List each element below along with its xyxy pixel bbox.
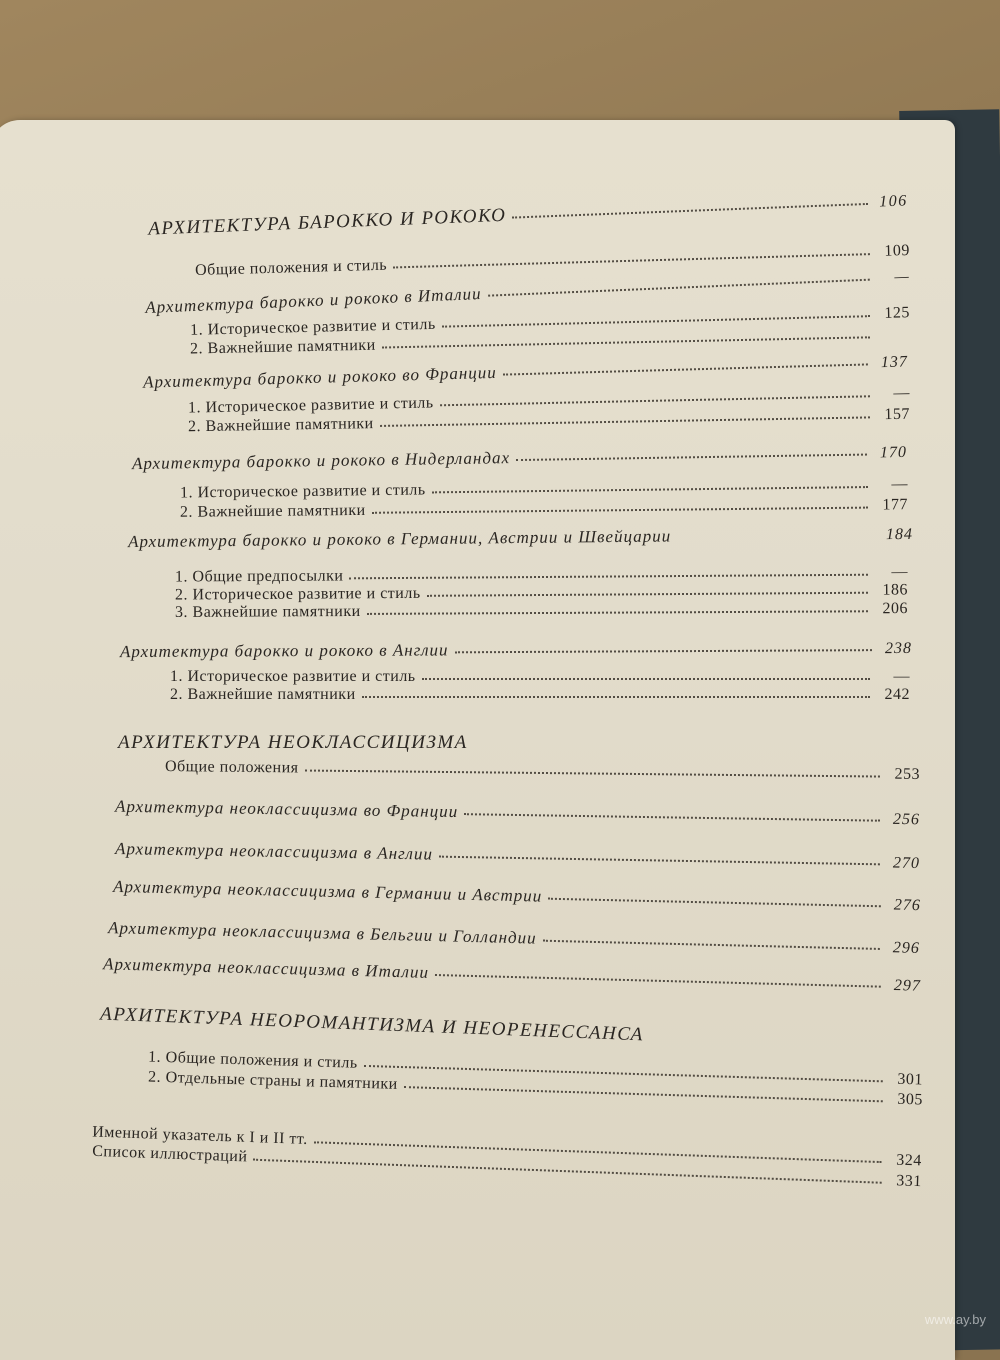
toc-entry-baroque-general: Общие положения и стиль 109 [194, 242, 911, 279]
toc-entry-neoclassicism-france: Архитектура неоклассицизма во Франции 256 [114, 796, 921, 829]
toc-entry-france-2: 2. Важнейшие памятники 157 [187, 405, 911, 436]
section-title-neoclassicism: АРХИТЕКТУРА НЕОКЛАССИЦИЗМА [118, 732, 468, 753]
section-title-neoromanticism: АРХИТЕКТУРА НЕОРОМАНТИЗМА И НЕОРЕНЕССАНСА [99, 1003, 645, 1046]
toc-entry-germany: Архитектура барокко и рококо в Германии, Австрии и Швейцарии 184 [127, 525, 914, 552]
toc-entry-england-1: 1. Историческое развитие и стиль — [170, 668, 910, 685]
toc-entry-germany-1: 1. Общие предпосылки — [174, 563, 909, 586]
toc-entry-italy: Архитектура барокко и рококо в Италии — [144, 267, 911, 318]
toc-entry-illustrations: Список иллюстраций 331 [91, 1142, 923, 1191]
watermark: www.ay.by [924, 1312, 986, 1327]
section-title-baroque [148, 189, 908, 240]
toc-entry-neoclassicism-belgium: Архитектура неоклассицизма в Бельгии и Голландии 296 [107, 918, 921, 957]
toc-entry-france: Архитектура барокко и рококо во Франции 137 [142, 353, 909, 392]
toc-entry-france-1: 1. Историческое развитие и стиль — [187, 384, 911, 417]
toc-entry-neoclassicism-england: Архитектура неоклассицизма в Англии 270 [114, 838, 921, 873]
toc-entry-neoclassicism-germany: Архитектура неоклассицизма в Германии и Австрии 276 [112, 876, 922, 915]
toc-entry-neoromanticism-2: 2. Отдельные страны и памятники 305 [147, 1068, 924, 1109]
page-number: 106 [878, 192, 909, 211]
toc-entry-neoromanticism-1: 1. Общие положения и стиль 301 [147, 1048, 924, 1089]
toc-entry-germany-2: 2. Историческое развитие и стиль 186 [174, 581, 909, 604]
toc-entry-netherlands-1: 1. Историческое развитие и стиль — [179, 475, 909, 502]
toc-entry-italy-2: 2. Важнейшие памятники [190, 325, 910, 358]
toc-entry-netherlands: Архитектура барокко и рококо в Нидерландах 170 [131, 443, 908, 474]
section-title-label: АРХИТЕКТУРА БАРОККО И РОКОКО [147, 204, 507, 240]
toc-entry-neoclassicism-italy: Архитектура неоклассицизма в Италии 297 [102, 954, 922, 995]
toc-entry-name-index: Именной указатель к I и II тт. 324 [91, 1123, 923, 1170]
toc-entry-england: Архитектура барокко и рококо в Англии 238 [119, 639, 913, 662]
toc-entry-italy-1: 1. Историческое развитие и стиль 125 [189, 304, 911, 339]
toc-entry-england-2: 2. Важнейшие памятники 242 [170, 686, 910, 703]
toc-entry-neoclassicism-general: Общие положения 253 [164, 758, 921, 783]
toc-entry-germany-3: 3. Важнейшие памятники 206 [174, 600, 909, 621]
toc-entry-netherlands-2: 2. Важнейшие памятники 177 [179, 496, 909, 521]
